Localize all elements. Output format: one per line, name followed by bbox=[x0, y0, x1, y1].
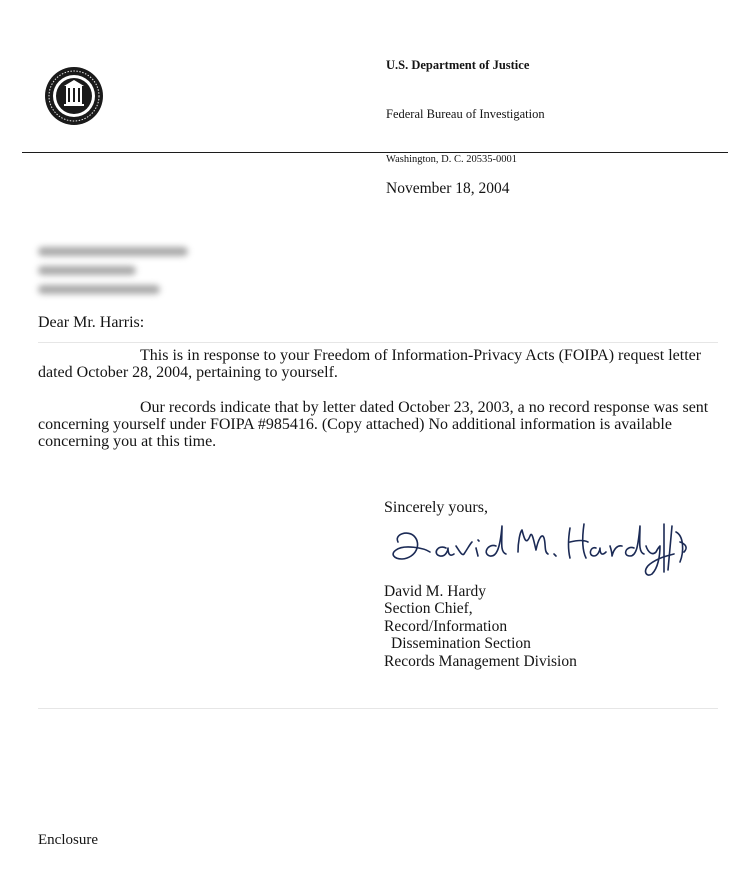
body-paragraph bbox=[38, 399, 710, 450]
fbi-seal-icon bbox=[44, 66, 104, 126]
divider bbox=[38, 342, 718, 343]
signature-block bbox=[384, 583, 577, 670]
paragraph-text: This is in response to your Freedom of Information-Privacy Acts (FOIPA) request letter dated October 28, 2004, pertaining to yourself. bbox=[38, 347, 702, 381]
bureau-name: Federal Bureau of Investigation bbox=[386, 107, 545, 121]
complimentary-closing: Sincerely yours, bbox=[384, 499, 488, 516]
paragraph-text: Our records indicate that by letter dated October 23, 2003, a no record response was sent concerning yourself under FOIPA #985416. (Copy attached) No additional information is available concerning you at this time. bbox=[38, 399, 709, 450]
redacted-line bbox=[38, 266, 136, 275]
signer-unit: Record/Information bbox=[384, 617, 508, 635]
redacted-line bbox=[38, 285, 160, 294]
signer-unit-continued: Dissemination Section bbox=[391, 635, 531, 653]
recipient-address-redacted bbox=[38, 247, 198, 304]
office-address: Washington, D. C. 20535-0001 bbox=[386, 154, 517, 165]
letterhead-divider bbox=[22, 152, 728, 153]
signer-name: David M. Hardy bbox=[384, 583, 487, 600]
divider bbox=[38, 708, 718, 709]
signer-division: Records Management Division bbox=[384, 652, 577, 670]
body-paragraph bbox=[38, 347, 710, 381]
signer-title: Section Chief, bbox=[384, 600, 473, 618]
salutation: Dear Mr. Harris: bbox=[38, 314, 145, 331]
redacted-line bbox=[38, 247, 188, 256]
handwritten-signature bbox=[384, 512, 694, 582]
letter-date: November 18, 2004 bbox=[386, 180, 510, 197]
enclosure-note: Enclosure bbox=[38, 832, 98, 848]
department-name: U.S. Department of Justice bbox=[386, 58, 530, 72]
